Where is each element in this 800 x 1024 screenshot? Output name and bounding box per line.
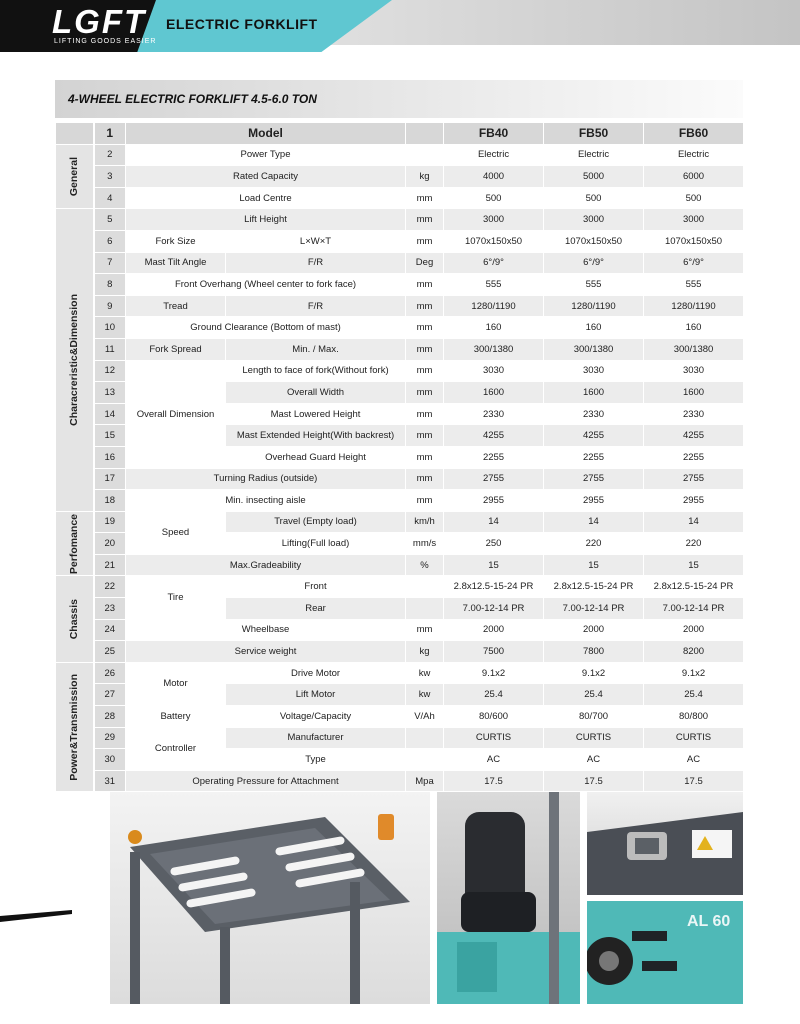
table-row: 23 Rear 7.00-12-14 PR 7.00-12-14 PR 7.00-12-14 PR bbox=[56, 598, 744, 620]
table-row: 6 Fork Size L×W×T mm 1070x150x50 1070x150x50 1070x150x50 bbox=[56, 230, 744, 252]
section-title: 4-WHEEL ELECTRIC FORKLIFT 4.5-6.0 TON bbox=[68, 92, 317, 106]
model-fb60: FB60 bbox=[644, 123, 744, 145]
group-overall-dimension: Overall Dimension bbox=[126, 360, 226, 468]
category-dimension: Characreristic&Dimension bbox=[56, 209, 94, 511]
table-row: Characreristic&Dimension 5 Lift Height mm 3000 3000 3000 bbox=[56, 209, 744, 231]
model-badge: AL 60 bbox=[687, 913, 731, 930]
table-row: Perfomance 19 Speed Travel (Empty load) km/h 14 14 14 bbox=[56, 511, 744, 533]
table-row: Chassis 22 Tire Front 2.8x12.5-15-24 PR 2.8x12.5-15-24 PR 2.8x12.5-15-24 PR bbox=[56, 576, 744, 598]
table-row: 31 Operating Pressure for Attachment Mpa 17.5 17.5 17.5 bbox=[56, 770, 744, 792]
table-row: 21 Max.Gradeability % 15 15 15 bbox=[56, 554, 744, 576]
dashboard-photo bbox=[587, 792, 743, 895]
fork-blade-graphic bbox=[0, 906, 72, 928]
model-fb50: FB50 bbox=[544, 123, 644, 145]
table-row: 27 Lift Motor kw 25.4 25.4 25.4 bbox=[56, 684, 744, 706]
spec-table bbox=[55, 122, 744, 792]
table-row: 28 Battery Voltage/Capacity V/Ah 80/600 80/700 80/800 bbox=[56, 706, 744, 728]
table-row: 1 Model FB40 FB50 FB60 bbox=[56, 123, 744, 145]
table-row: Power&Transmission 26 Motor Drive Motor kw 9.1x2 9.1x2 9.1x2 bbox=[56, 662, 744, 684]
table-row: 3 Rated Capacity kg 4000 5000 6000 bbox=[56, 166, 744, 188]
table-row: 18 Min. insecting aisle mm 2955 2955 2955 bbox=[56, 490, 744, 512]
table-row: 15 Mast Extended Height(With backrest) mm 4255 4255 4255 bbox=[56, 425, 744, 447]
category-power: Power&Transmission bbox=[56, 662, 94, 792]
table-row: 11 Fork Spread Min. / Max. mm 300/1380 300/1380 300/1380 bbox=[56, 338, 744, 360]
table-row: 4 Load Centre mm 500 500 500 bbox=[56, 187, 744, 209]
table-row: 14 Mast Lowered Height mm 2330 2330 2330 bbox=[56, 403, 744, 425]
table-row: 10 Ground Clearance (Bottom of mast) mm 160 160 160 bbox=[56, 317, 744, 339]
page-title: ELECTRIC FORKLIFT bbox=[166, 16, 318, 32]
table-row: 12 Overall Dimension Length to face of fork(Without fork) mm 3030 3030 3030 bbox=[56, 360, 744, 382]
table-row: 8 Front Overhang (Wheel center to fork face) mm 555 555 555 bbox=[56, 274, 744, 296]
brand-logo: LGFT bbox=[52, 3, 147, 40]
table-row: 20 Lifting(Full load) mm/s 250 220 220 bbox=[56, 533, 744, 555]
model-fb40: FB40 bbox=[444, 123, 544, 145]
table-row: 13 Overall Width mm 1600 1600 1600 bbox=[56, 382, 744, 404]
category-general: General bbox=[56, 144, 94, 209]
overhead-guard-photo bbox=[110, 792, 430, 1004]
table-row: 16 Overhead Guard Height mm 2255 2255 2255 bbox=[56, 446, 744, 468]
category-chassis: Chassis bbox=[56, 576, 94, 662]
table-row: 7 Mast Tilt Angle F/R Deg 6°/9° 6°/9° 6°/9° bbox=[56, 252, 744, 274]
table-row: General 2 Power Type Electric Electric Electric bbox=[56, 144, 744, 166]
table-row: 29 Controller Manufacturer CURTIS CURTIS CURTIS bbox=[56, 727, 744, 749]
table-row: 30 Type AC AC AC bbox=[56, 749, 744, 771]
category-performance: Perfomance bbox=[56, 511, 94, 576]
side-body-photo bbox=[587, 901, 743, 1004]
operator-seat-photo bbox=[437, 792, 580, 1004]
table-row: 9 Tread F/R mm 1280/1190 1280/1190 1280/1190 bbox=[56, 295, 744, 317]
table-row: 17 Turning Radius (outside) mm 2755 2755 2755 bbox=[56, 468, 744, 490]
table-row: 24 Wheelbase mm 2000 2000 2000 bbox=[56, 619, 744, 641]
table-row: 25 Service weight kg 7500 7800 8200 bbox=[56, 641, 744, 663]
brand-tagline: LIFTING GOODS EASIER bbox=[54, 38, 157, 45]
